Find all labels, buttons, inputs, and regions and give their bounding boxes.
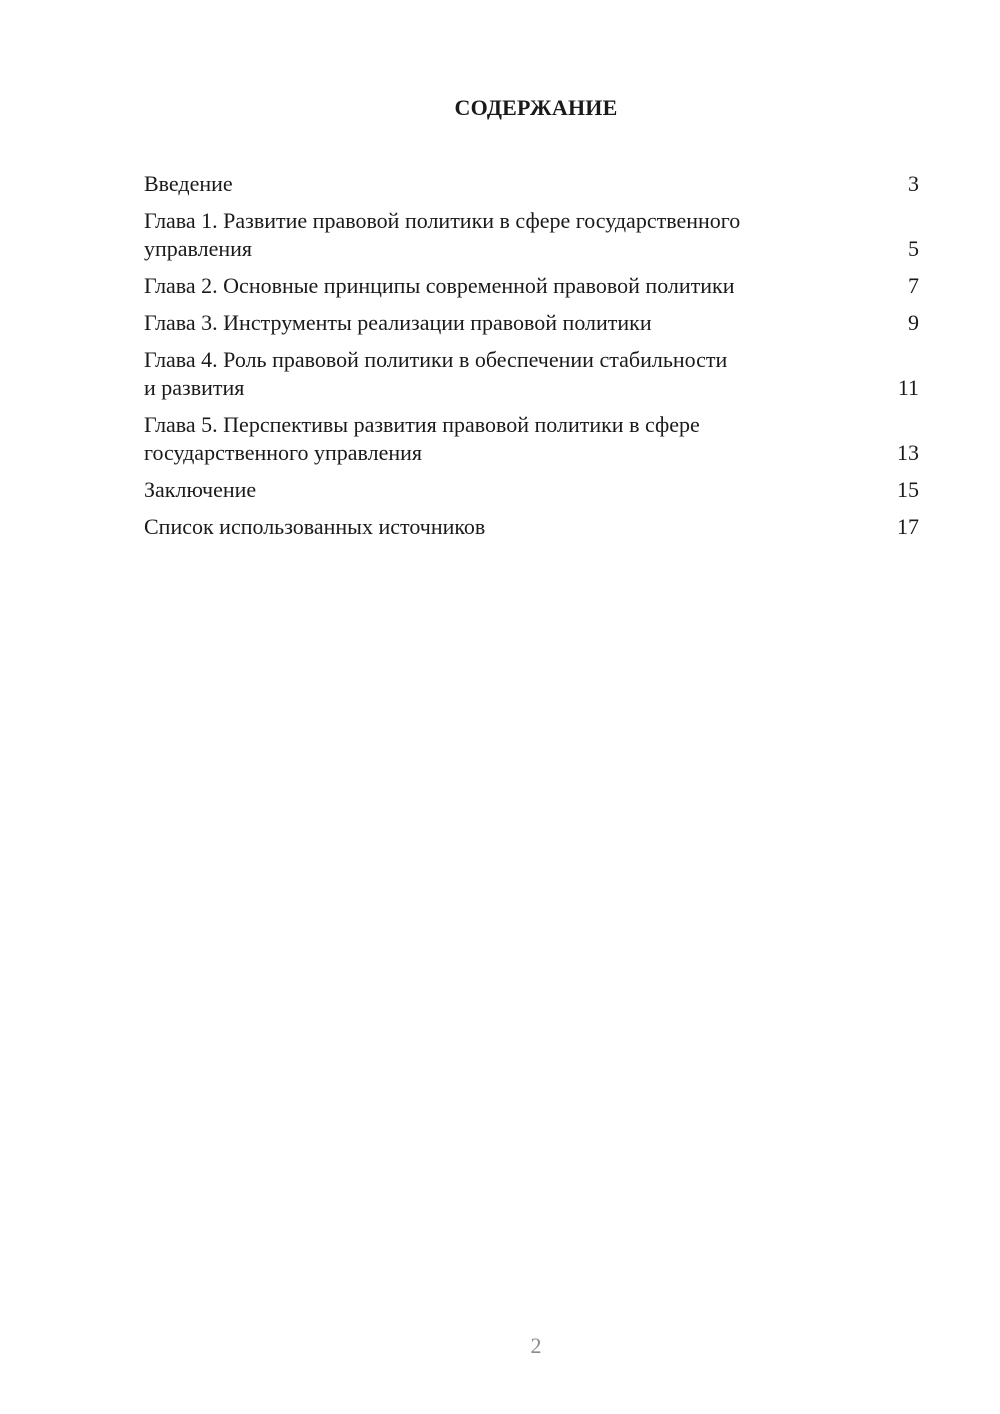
toc-entry-page: 17 [897,514,919,539]
toc-entry-page: 13 [897,440,919,465]
toc-entry [144,513,919,541]
toc-entry [144,309,919,337]
toc-entry [144,411,919,467]
toc-entry-title: Глава 3. Инструменты реализации правовой политики [144,310,652,335]
toc-entry-title: Заключение [144,477,257,502]
toc-entry [144,272,919,300]
toc-entry-page: 3 [908,171,919,196]
toc-entry [144,170,919,198]
toc-entry-title: Глава 1. Развитие правовой политики в сфере государственного управления [144,208,741,261]
toc-entry-title: Список использованных источников [144,514,486,539]
toc-entry-title: Глава 5. Перспективы развития правовой политики в сфере государственного управления [144,412,700,465]
toc-entry-page: 15 [897,477,919,502]
page-title: СОДЕРЖАНИЕ [454,95,618,120]
toc-entry-page: 9 [908,310,919,335]
page-number: 2 [530,1333,542,1358]
toc-entry [144,476,919,504]
toc-entry-page: 5 [908,236,919,261]
table-of-contents [144,170,919,550]
toc-entry-title: Глава 2. Основные принципы современной правовой политики [144,273,735,298]
toc-entry-title: Введение [144,171,233,196]
toc-entry-page: 7 [908,273,919,298]
toc-entry-title: Глава 4. Роль правовой политики в обеспечении стабильности и развития [144,347,728,400]
toc-entry [144,207,919,263]
toc-entry [144,346,919,402]
toc-entry-page: 11 [897,375,919,400]
